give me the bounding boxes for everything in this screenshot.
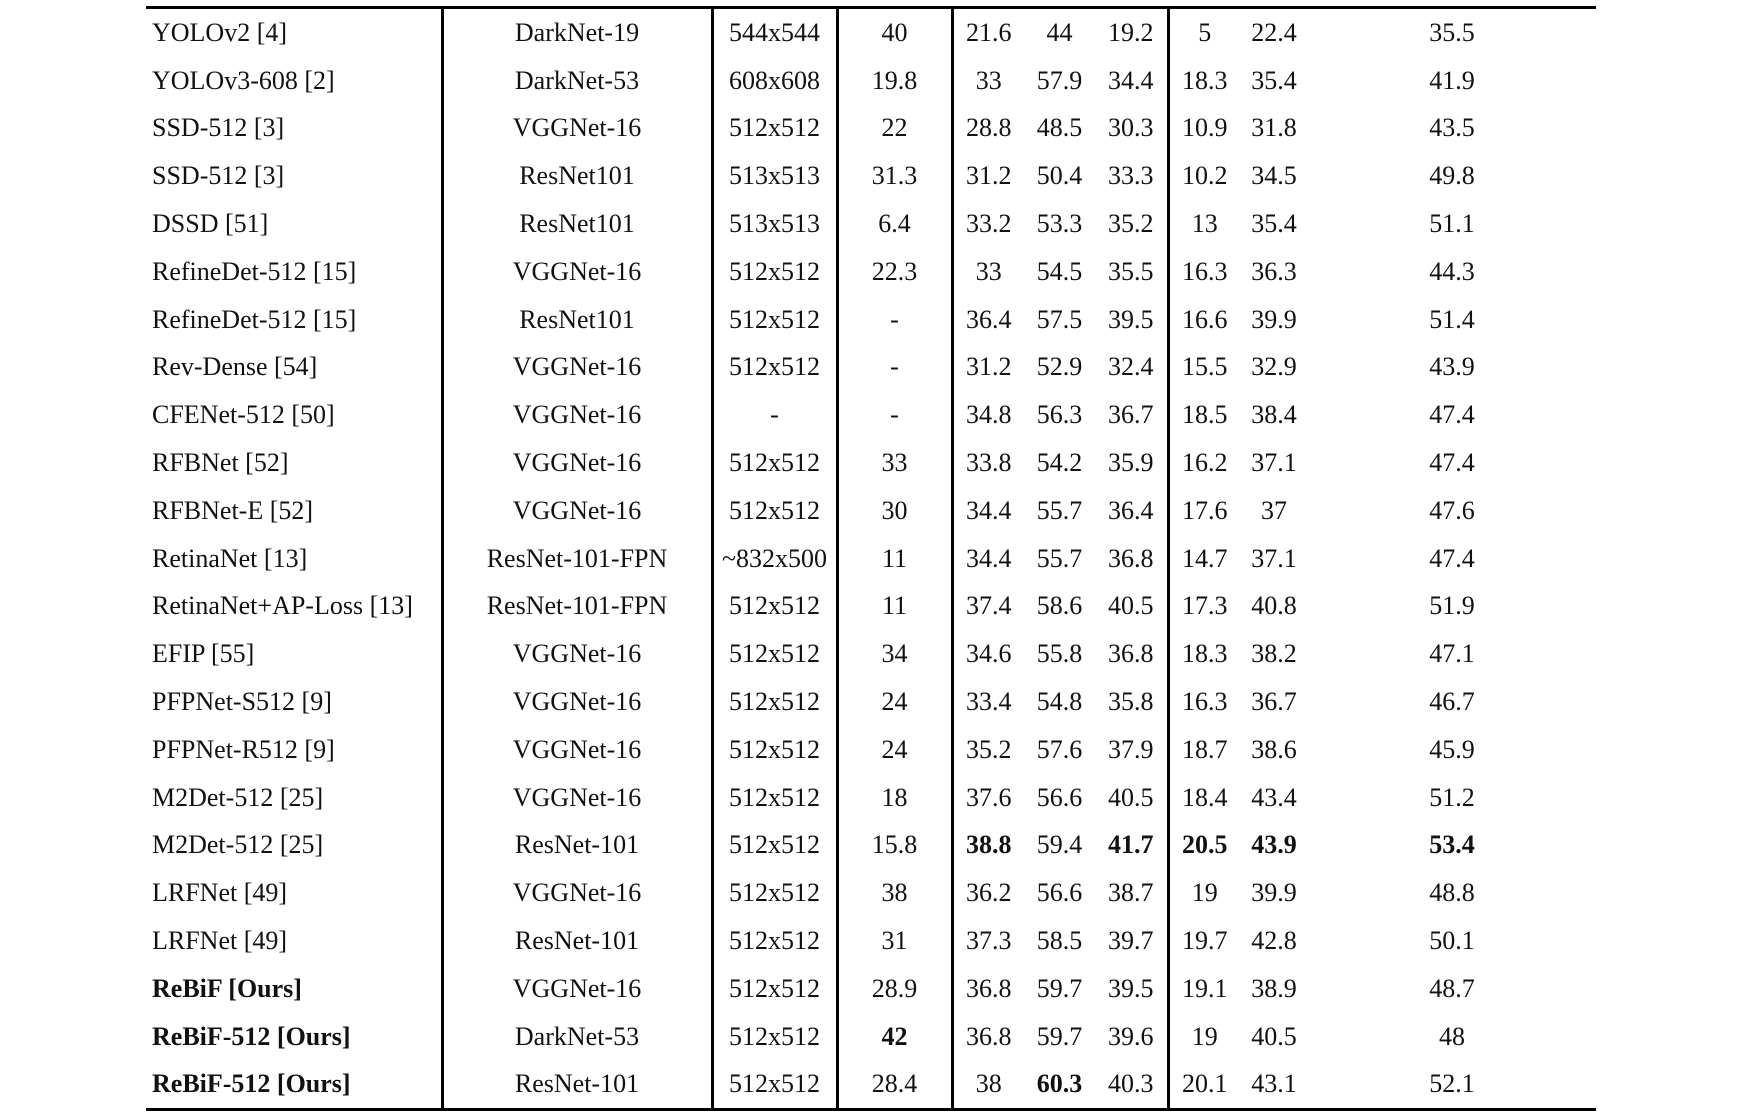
apm-cell: 31.8 xyxy=(1251,113,1297,143)
apm-cell: 42.8 xyxy=(1251,926,1297,956)
input-size-cell: 512x512 xyxy=(712,630,837,678)
apl-cell: 49.8 xyxy=(1429,161,1475,191)
ap50-cell: 44 xyxy=(1046,17,1073,47)
aps-cell: 17.3 xyxy=(1182,591,1228,621)
method-cell: RefineDet-512 [15] xyxy=(146,296,442,344)
table-row xyxy=(146,678,1596,726)
method-cell: PFPNet-R512 [9] xyxy=(146,726,442,774)
apl-cell: 51.4 xyxy=(1429,304,1475,334)
ap-cell: 36.8 xyxy=(966,1021,1012,1051)
ap75-cell: 39.5 xyxy=(1095,965,1168,1013)
fps-cell: - xyxy=(837,391,952,439)
ap-cell: 33.2 xyxy=(966,209,1012,239)
apl-cell: 53.4 xyxy=(1429,830,1475,860)
input-size-cell: 512x512 xyxy=(712,726,837,774)
ap-cell: 34.4 xyxy=(966,543,1012,573)
fps-cell: 24 xyxy=(837,678,952,726)
ap75-cell: 36.8 xyxy=(1095,535,1168,583)
apl-cell: 48 xyxy=(1439,1021,1465,1051)
ap75-cell: 39.6 xyxy=(1095,1013,1168,1061)
ap75-cell: 36.7 xyxy=(1095,391,1168,439)
apl-cell: 52.1 xyxy=(1429,1069,1475,1099)
input-size-cell: 512x512 xyxy=(712,822,837,870)
table-row xyxy=(146,726,1596,774)
ap75-cell: 35.9 xyxy=(1095,439,1168,487)
backbone-cell: VGGNet-16 xyxy=(442,726,712,774)
apl-cell: 43.9 xyxy=(1429,352,1475,382)
apm-cell: 38.6 xyxy=(1251,734,1297,764)
aps-cell: 20.1 xyxy=(1182,1069,1228,1099)
aps-cell: 13 xyxy=(1191,209,1218,239)
ap50-cell: 59.4 xyxy=(1036,830,1083,860)
input-size-cell: 512x512 xyxy=(712,917,837,965)
method-cell: RefineDet-512 [15] xyxy=(146,248,442,296)
apm-cell: 38.4 xyxy=(1251,400,1297,430)
backbone-cell: VGGNet-16 xyxy=(442,774,712,822)
apl-cell: 47.4 xyxy=(1429,448,1475,478)
ap75-cell: 30.3 xyxy=(1095,105,1168,153)
aps-cell: 19 xyxy=(1191,1021,1218,1051)
ap-cell: 31.2 xyxy=(966,352,1012,382)
method-cell: SSD-512 [3] xyxy=(146,152,442,200)
apm-cell: 39.9 xyxy=(1251,304,1297,334)
method-cell: CFENet-512 [50] xyxy=(146,391,442,439)
ap75-cell: 32.4 xyxy=(1095,344,1168,392)
table-row xyxy=(146,439,1596,487)
backbone-cell: DarkNet-53 xyxy=(442,1013,712,1061)
backbone-cell: VGGNet-16 xyxy=(442,344,712,392)
ap75-cell: 41.7 xyxy=(1095,822,1168,870)
backbone-cell: VGGNet-16 xyxy=(442,391,712,439)
table-row xyxy=(146,774,1596,822)
ap50-cell: 48.5 xyxy=(1036,113,1083,143)
apl-cell: 47.4 xyxy=(1429,543,1475,573)
ap-cell: 34.4 xyxy=(966,495,1012,525)
ap-cell: 38 xyxy=(975,1069,1002,1099)
input-size-cell: 513x513 xyxy=(712,152,837,200)
input-size-cell: 544x544 xyxy=(712,8,837,57)
aps-cell: 10.9 xyxy=(1182,113,1228,143)
aps-cell: 10.2 xyxy=(1182,161,1228,191)
apm-cell: 37.1 xyxy=(1251,543,1297,573)
ap50-cell: 52.9 xyxy=(1036,352,1083,382)
backbone-cell: ResNet-101-FPN xyxy=(442,535,712,583)
apl-cell: 47.4 xyxy=(1429,400,1475,430)
ap50-cell: 55.7 xyxy=(1036,543,1083,573)
apm-cell: 40.8 xyxy=(1251,591,1297,621)
ap50-cell: 55.7 xyxy=(1036,495,1083,525)
method-cell: RFBNet [52] xyxy=(146,439,442,487)
ap-cell: 34.6 xyxy=(966,639,1012,669)
apm-cell: 36.7 xyxy=(1251,687,1297,717)
table-row xyxy=(146,57,1596,105)
apm-cell: 43.4 xyxy=(1251,782,1297,812)
apm-cell: 39.9 xyxy=(1251,878,1297,908)
aps-cell: 18.7 xyxy=(1182,734,1228,764)
ap-cell: 33 xyxy=(975,65,1002,95)
method-cell: LRFNet [49] xyxy=(146,869,442,917)
ap75-cell: 39.7 xyxy=(1095,917,1168,965)
backbone-cell: DarkNet-19 xyxy=(442,8,712,57)
fps-cell: 40 xyxy=(837,8,952,57)
fps-cell: 30 xyxy=(837,487,952,535)
input-size-cell: 512x512 xyxy=(712,678,837,726)
fps-cell: 33 xyxy=(837,439,952,487)
input-size-cell: ~832x500 xyxy=(712,535,837,583)
method-cell: LRFNet [49] xyxy=(146,917,442,965)
aps-cell: 18.3 xyxy=(1182,639,1228,669)
method-cell: ReBiF [Ours] xyxy=(146,965,442,1013)
method-cell: DSSD [51] xyxy=(146,200,442,248)
fps-cell: 19.8 xyxy=(837,57,952,105)
table-row xyxy=(146,487,1596,535)
backbone-cell: ResNet-101 xyxy=(442,822,712,870)
fps-cell: 31 xyxy=(837,917,952,965)
method-cell: ReBiF-512 [Ours] xyxy=(146,1061,442,1110)
ap-cell: 28.8 xyxy=(966,113,1012,143)
fps-cell: 24 xyxy=(837,726,952,774)
backbone-cell: VGGNet-16 xyxy=(442,105,712,153)
ap-cell: 36.8 xyxy=(966,973,1012,1003)
fps-cell: 15.8 xyxy=(837,822,952,870)
method-cell: YOLOv2 [4] xyxy=(146,8,442,57)
method-cell: RetinaNet+AP-Loss [13] xyxy=(146,583,442,631)
apm-cell: 40.5 xyxy=(1251,1021,1297,1051)
ap50-cell: 54.2 xyxy=(1036,448,1083,478)
ap75-cell: 36.4 xyxy=(1095,487,1168,535)
ap75-cell: 34.4 xyxy=(1095,57,1168,105)
ap50-cell: 50.4 xyxy=(1036,161,1083,191)
input-size-cell: 512x512 xyxy=(712,105,837,153)
table-row xyxy=(146,391,1596,439)
apm-cell: 38.9 xyxy=(1251,973,1297,1003)
apl-cell: 50.1 xyxy=(1429,926,1475,956)
apl-cell: 51.2 xyxy=(1429,782,1475,812)
table-row xyxy=(146,630,1596,678)
ap-cell: 37.4 xyxy=(966,591,1012,621)
apl-cell: 48.8 xyxy=(1429,878,1475,908)
ap50-cell: 59.7 xyxy=(1036,973,1083,1003)
input-size-cell: 512x512 xyxy=(712,1013,837,1061)
ap50-cell: 57.6 xyxy=(1036,734,1083,764)
table-row xyxy=(146,152,1596,200)
apl-cell: 46.7 xyxy=(1429,687,1475,717)
apm-cell: 43.1 xyxy=(1251,1069,1297,1099)
apm-cell: 36.3 xyxy=(1251,256,1297,286)
ap50-cell: 56.3 xyxy=(1036,400,1083,430)
aps-cell: 16.2 xyxy=(1182,448,1228,478)
input-size-cell: - xyxy=(712,391,837,439)
ap-cell: 35.2 xyxy=(966,734,1012,764)
table-row xyxy=(146,822,1596,870)
method-cell: Rev-Dense [54] xyxy=(146,344,442,392)
table-row xyxy=(146,344,1596,392)
input-size-cell: 512x512 xyxy=(712,248,837,296)
ap75-cell: 35.8 xyxy=(1095,678,1168,726)
ap-cell: 38.8 xyxy=(966,830,1012,860)
method-cell: PFPNet-S512 [9] xyxy=(146,678,442,726)
fps-cell: 28.4 xyxy=(837,1061,952,1110)
aps-cell: 16.3 xyxy=(1182,687,1228,717)
input-size-cell: 512x512 xyxy=(712,296,837,344)
apm-cell: 37.1 xyxy=(1251,448,1297,478)
ap-cell: 33.8 xyxy=(966,448,1012,478)
input-size-cell: 608x608 xyxy=(712,57,837,105)
aps-cell: 5 xyxy=(1198,17,1212,47)
fps-cell: 11 xyxy=(837,583,952,631)
method-cell: SSD-512 [3] xyxy=(146,105,442,153)
ap50-cell: 54.8 xyxy=(1036,687,1083,717)
input-size-cell: 512x512 xyxy=(712,1061,837,1110)
backbone-cell: VGGNet-16 xyxy=(442,248,712,296)
table-row xyxy=(146,1061,1596,1110)
table-row xyxy=(146,8,1596,57)
ap-cell: 33.4 xyxy=(966,687,1012,717)
table-row xyxy=(146,105,1596,153)
ap50-cell: 57.5 xyxy=(1036,304,1083,334)
input-size-cell: 512x512 xyxy=(712,344,837,392)
apl-cell: 51.1 xyxy=(1429,209,1475,239)
ap-cell: 36.4 xyxy=(966,304,1012,334)
table-row xyxy=(146,917,1596,965)
backbone-cell: ResNet101 xyxy=(442,152,712,200)
aps-cell: 19.7 xyxy=(1182,926,1228,956)
fps-cell: 28.9 xyxy=(837,965,952,1013)
ap50-cell: 57.9 xyxy=(1036,65,1083,95)
table-row xyxy=(146,200,1596,248)
apl-cell: 43.5 xyxy=(1429,113,1475,143)
backbone-cell: DarkNet-53 xyxy=(442,57,712,105)
input-size-cell: 512x512 xyxy=(712,965,837,1013)
ap-cell: 37.6 xyxy=(966,782,1012,812)
table-row xyxy=(146,869,1596,917)
apl-cell: 45.9 xyxy=(1429,734,1475,764)
apm-cell: 37 xyxy=(1261,495,1287,525)
backbone-cell: VGGNet-16 xyxy=(442,869,712,917)
method-cell: RetinaNet [13] xyxy=(146,535,442,583)
method-cell: YOLOv3-608 [2] xyxy=(146,57,442,105)
method-cell: EFIP [55] xyxy=(146,630,442,678)
fps-cell: 18 xyxy=(837,774,952,822)
method-cell: M2Det-512 [25] xyxy=(146,774,442,822)
ap75-cell: 35.5 xyxy=(1095,248,1168,296)
ap50-cell: 58.6 xyxy=(1036,591,1083,621)
apl-cell: 44.3 xyxy=(1429,256,1475,286)
apm-cell: 35.4 xyxy=(1251,209,1297,239)
apl-cell: 41.9 xyxy=(1429,65,1475,95)
apl-cell: 51.9 xyxy=(1429,591,1475,621)
results-table xyxy=(146,6,1596,1111)
ap-cell: 31.2 xyxy=(966,161,1012,191)
aps-cell: 16.6 xyxy=(1182,304,1228,334)
backbone-cell: ResNet-101 xyxy=(442,1061,712,1110)
apl-cell: 48.7 xyxy=(1429,973,1475,1003)
method-cell: ReBiF-512 [Ours] xyxy=(146,1013,442,1061)
ap-cell: 37.3 xyxy=(966,926,1012,956)
apm-cell: 32.9 xyxy=(1251,352,1297,382)
ap50-cell: 59.7 xyxy=(1036,1021,1083,1051)
backbone-cell: ResNet101 xyxy=(442,200,712,248)
table-row xyxy=(146,248,1596,296)
apl-cell: 47.6 xyxy=(1429,495,1475,525)
input-size-cell: 512x512 xyxy=(712,774,837,822)
fps-cell: 22.3 xyxy=(837,248,952,296)
ap50-cell: 60.3 xyxy=(1036,1069,1083,1099)
backbone-cell: VGGNet-16 xyxy=(442,965,712,1013)
ap-cell: 33 xyxy=(975,256,1002,286)
ap50-cell: 56.6 xyxy=(1036,782,1083,812)
aps-cell: 14.7 xyxy=(1182,543,1228,573)
ap50-cell: 56.6 xyxy=(1036,878,1083,908)
fps-cell: 6.4 xyxy=(837,200,952,248)
aps-cell: 18.5 xyxy=(1182,400,1228,430)
ap-cell: 21.6 xyxy=(966,17,1012,47)
apl-cell: 35.5 xyxy=(1429,17,1475,47)
fps-cell: 38 xyxy=(837,869,952,917)
backbone-cell: ResNet-101 xyxy=(442,917,712,965)
fps-cell: 31.3 xyxy=(837,152,952,200)
aps-cell: 19.1 xyxy=(1182,973,1228,1003)
input-size-cell: 512x512 xyxy=(712,583,837,631)
table-row xyxy=(146,1013,1596,1061)
ap75-cell: 33.3 xyxy=(1095,152,1168,200)
table-body xyxy=(146,8,1596,1110)
ap75-cell: 39.5 xyxy=(1095,296,1168,344)
ap50-cell: 55.8 xyxy=(1036,639,1083,669)
aps-cell: 20.5 xyxy=(1182,830,1228,860)
input-size-cell: 512x512 xyxy=(712,487,837,535)
ap75-cell: 35.2 xyxy=(1095,200,1168,248)
ap-cell: 34.8 xyxy=(966,400,1012,430)
fps-cell: 42 xyxy=(837,1013,952,1061)
ap75-cell: 37.9 xyxy=(1095,726,1168,774)
table-row xyxy=(146,965,1596,1013)
backbone-cell: VGGNet-16 xyxy=(442,487,712,535)
backbone-cell: ResNet101 xyxy=(442,296,712,344)
backbone-cell: VGGNet-16 xyxy=(442,678,712,726)
ap75-cell: 19.2 xyxy=(1095,8,1168,57)
fps-cell: 11 xyxy=(837,535,952,583)
input-size-cell: 513x513 xyxy=(712,200,837,248)
apm-cell: 43.9 xyxy=(1251,830,1297,860)
backbone-cell: VGGNet-16 xyxy=(442,439,712,487)
ap50-cell: 58.5 xyxy=(1036,926,1083,956)
ap50-cell: 54.5 xyxy=(1036,256,1083,286)
fps-cell: - xyxy=(837,344,952,392)
aps-cell: 19 xyxy=(1191,878,1218,908)
aps-cell: 16.3 xyxy=(1182,256,1228,286)
fps-cell: 34 xyxy=(837,630,952,678)
apm-cell: 38.2 xyxy=(1251,639,1297,669)
backbone-cell: VGGNet-16 xyxy=(442,630,712,678)
aps-cell: 18.4 xyxy=(1182,782,1228,812)
apl-cell: 47.1 xyxy=(1429,639,1475,669)
aps-cell: 17.6 xyxy=(1182,495,1228,525)
input-size-cell: 512x512 xyxy=(712,439,837,487)
table-row xyxy=(146,535,1596,583)
ap75-cell: 40.5 xyxy=(1095,583,1168,631)
method-cell: RFBNet-E [52] xyxy=(146,487,442,535)
ap75-cell: 40.3 xyxy=(1095,1061,1168,1110)
apm-cell: 34.5 xyxy=(1251,161,1297,191)
method-cell: M2Det-512 [25] xyxy=(146,822,442,870)
apm-cell: 22.4 xyxy=(1251,17,1297,47)
aps-cell: 15.5 xyxy=(1182,352,1228,382)
fps-cell: - xyxy=(837,296,952,344)
table-row xyxy=(146,583,1596,631)
ap75-cell: 40.5 xyxy=(1095,774,1168,822)
fps-cell: 22 xyxy=(837,105,952,153)
apm-cell: 35.4 xyxy=(1251,65,1297,95)
input-size-cell: 512x512 xyxy=(712,869,837,917)
ap75-cell: 38.7 xyxy=(1095,869,1168,917)
backbone-cell: ResNet-101-FPN xyxy=(442,583,712,631)
ap-cell: 36.2 xyxy=(966,878,1012,908)
aps-cell: 18.3 xyxy=(1182,65,1228,95)
results-table-wrapper xyxy=(146,0,1596,1110)
table-row xyxy=(146,296,1596,344)
ap75-cell: 36.8 xyxy=(1095,630,1168,678)
ap50-cell: 53.3 xyxy=(1036,209,1083,239)
